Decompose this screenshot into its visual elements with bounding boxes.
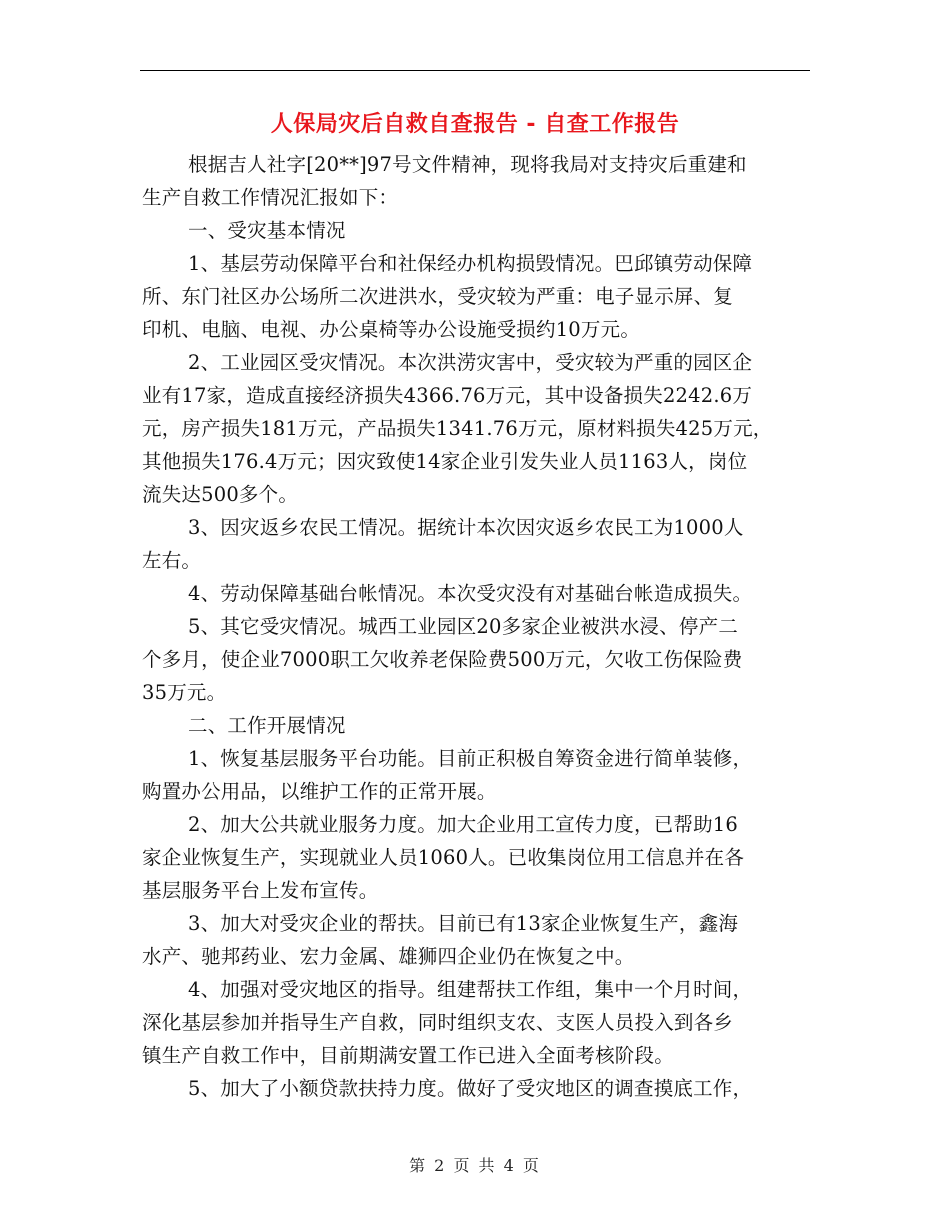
text-line: 左右。 <box>142 549 202 572</box>
text-line: 3、因灾返乡农民工情况。据统计本次因灾返乡农民工为1000人 <box>188 516 744 539</box>
text-line: 业有17家，造成直接经济损失4366.76万元，其中设备损失2242.6万 <box>142 384 753 407</box>
text-line: 5、加大了小额贷款扶持力度。做好了受灾地区的调查摸底工作， <box>188 1077 753 1100</box>
header-rule <box>140 70 810 71</box>
text-line: 1、基层劳动保障平台和社保经办机构损毁情况。巴邱镇劳动保障 <box>188 252 753 275</box>
text-line: 二、工作开展情况 <box>188 714 346 737</box>
text-line: 深化基层参加并指导生产自救，同时组织支农、支医人员投入到各乡 <box>142 1011 734 1034</box>
text-line: 4、加强对受灾地区的指导。组建帮扶工作组，集中一个月时间， <box>188 978 753 1001</box>
text-line: 水产、驰邦药业、宏力金属、雄狮四企业仍在恢复之中。 <box>142 945 635 968</box>
text-line: 元，房产损失181万元，产品损失1341.76万元，原材料损失425万元， <box>142 417 773 440</box>
text-line: 3、加大对受灾企业的帮扶。目前已有13家企业恢复生产，鑫海 <box>188 912 739 935</box>
text-line: 家企业恢复生产，实现就业人员1060人。已收集岗位用工信息并在各 <box>142 846 745 869</box>
document-body <box>142 148 822 1105</box>
text-line: 2、工业园区受灾情况。本次洪涝灾害中，受灾较为严重的园区企 <box>188 351 753 374</box>
text-line: 2、加大公共就业服务力度。加大企业用工宣传力度，已帮助16 <box>188 813 739 836</box>
text-line: 流失达500多个。 <box>142 483 299 506</box>
text-line: 印机、电脑、电视、办公桌椅等办公设施受损约10万元。 <box>142 318 641 341</box>
text-line: 4、劳动保障基础台帐情况。本次受灾没有对基础台帐造成损失。 <box>188 582 753 605</box>
text-line: 所、东门社区办公场所二次进洪水，受灾较为严重：电子显示屏、复 <box>142 285 734 308</box>
text-line: 一、受灾基本情况 <box>188 219 346 242</box>
text-line: 镇生产自救工作中，目前期满安置工作已进入全面考核阶段。 <box>142 1044 674 1067</box>
text-line: 生产自救工作情况汇报如下： <box>142 186 399 209</box>
text-line: 根据吉人社字[20**]97号文件精神，现将我局对支持灾后重建和 <box>188 153 747 176</box>
page-footer: 第 2 页 共 4 页 <box>409 1156 541 1175</box>
text-line: 5、其它受灾情况。城西工业园区20多家企业被洪水浸、停产二 <box>188 615 739 638</box>
document-title: 人保局灾后自救自查报告 - 自查工作报告 <box>270 112 680 137</box>
text-line: 个多月，使企业7000职工欠收养老保险费500万元，欠收工伤保险费 <box>142 648 743 671</box>
text-line: 1、恢复基层服务平台功能。目前正积极自筹资金进行简单装修， <box>188 747 753 770</box>
text-line: 购置办公用品，以维护工作的正常开展。 <box>142 780 497 803</box>
text-line: 其他损失176.4万元；因灾致使14家企业引发失业人员1163人，岗位 <box>142 450 748 473</box>
text-line: 35万元。 <box>142 681 227 704</box>
text-line: 基层服务平台上发布宣传。 <box>142 879 379 902</box>
